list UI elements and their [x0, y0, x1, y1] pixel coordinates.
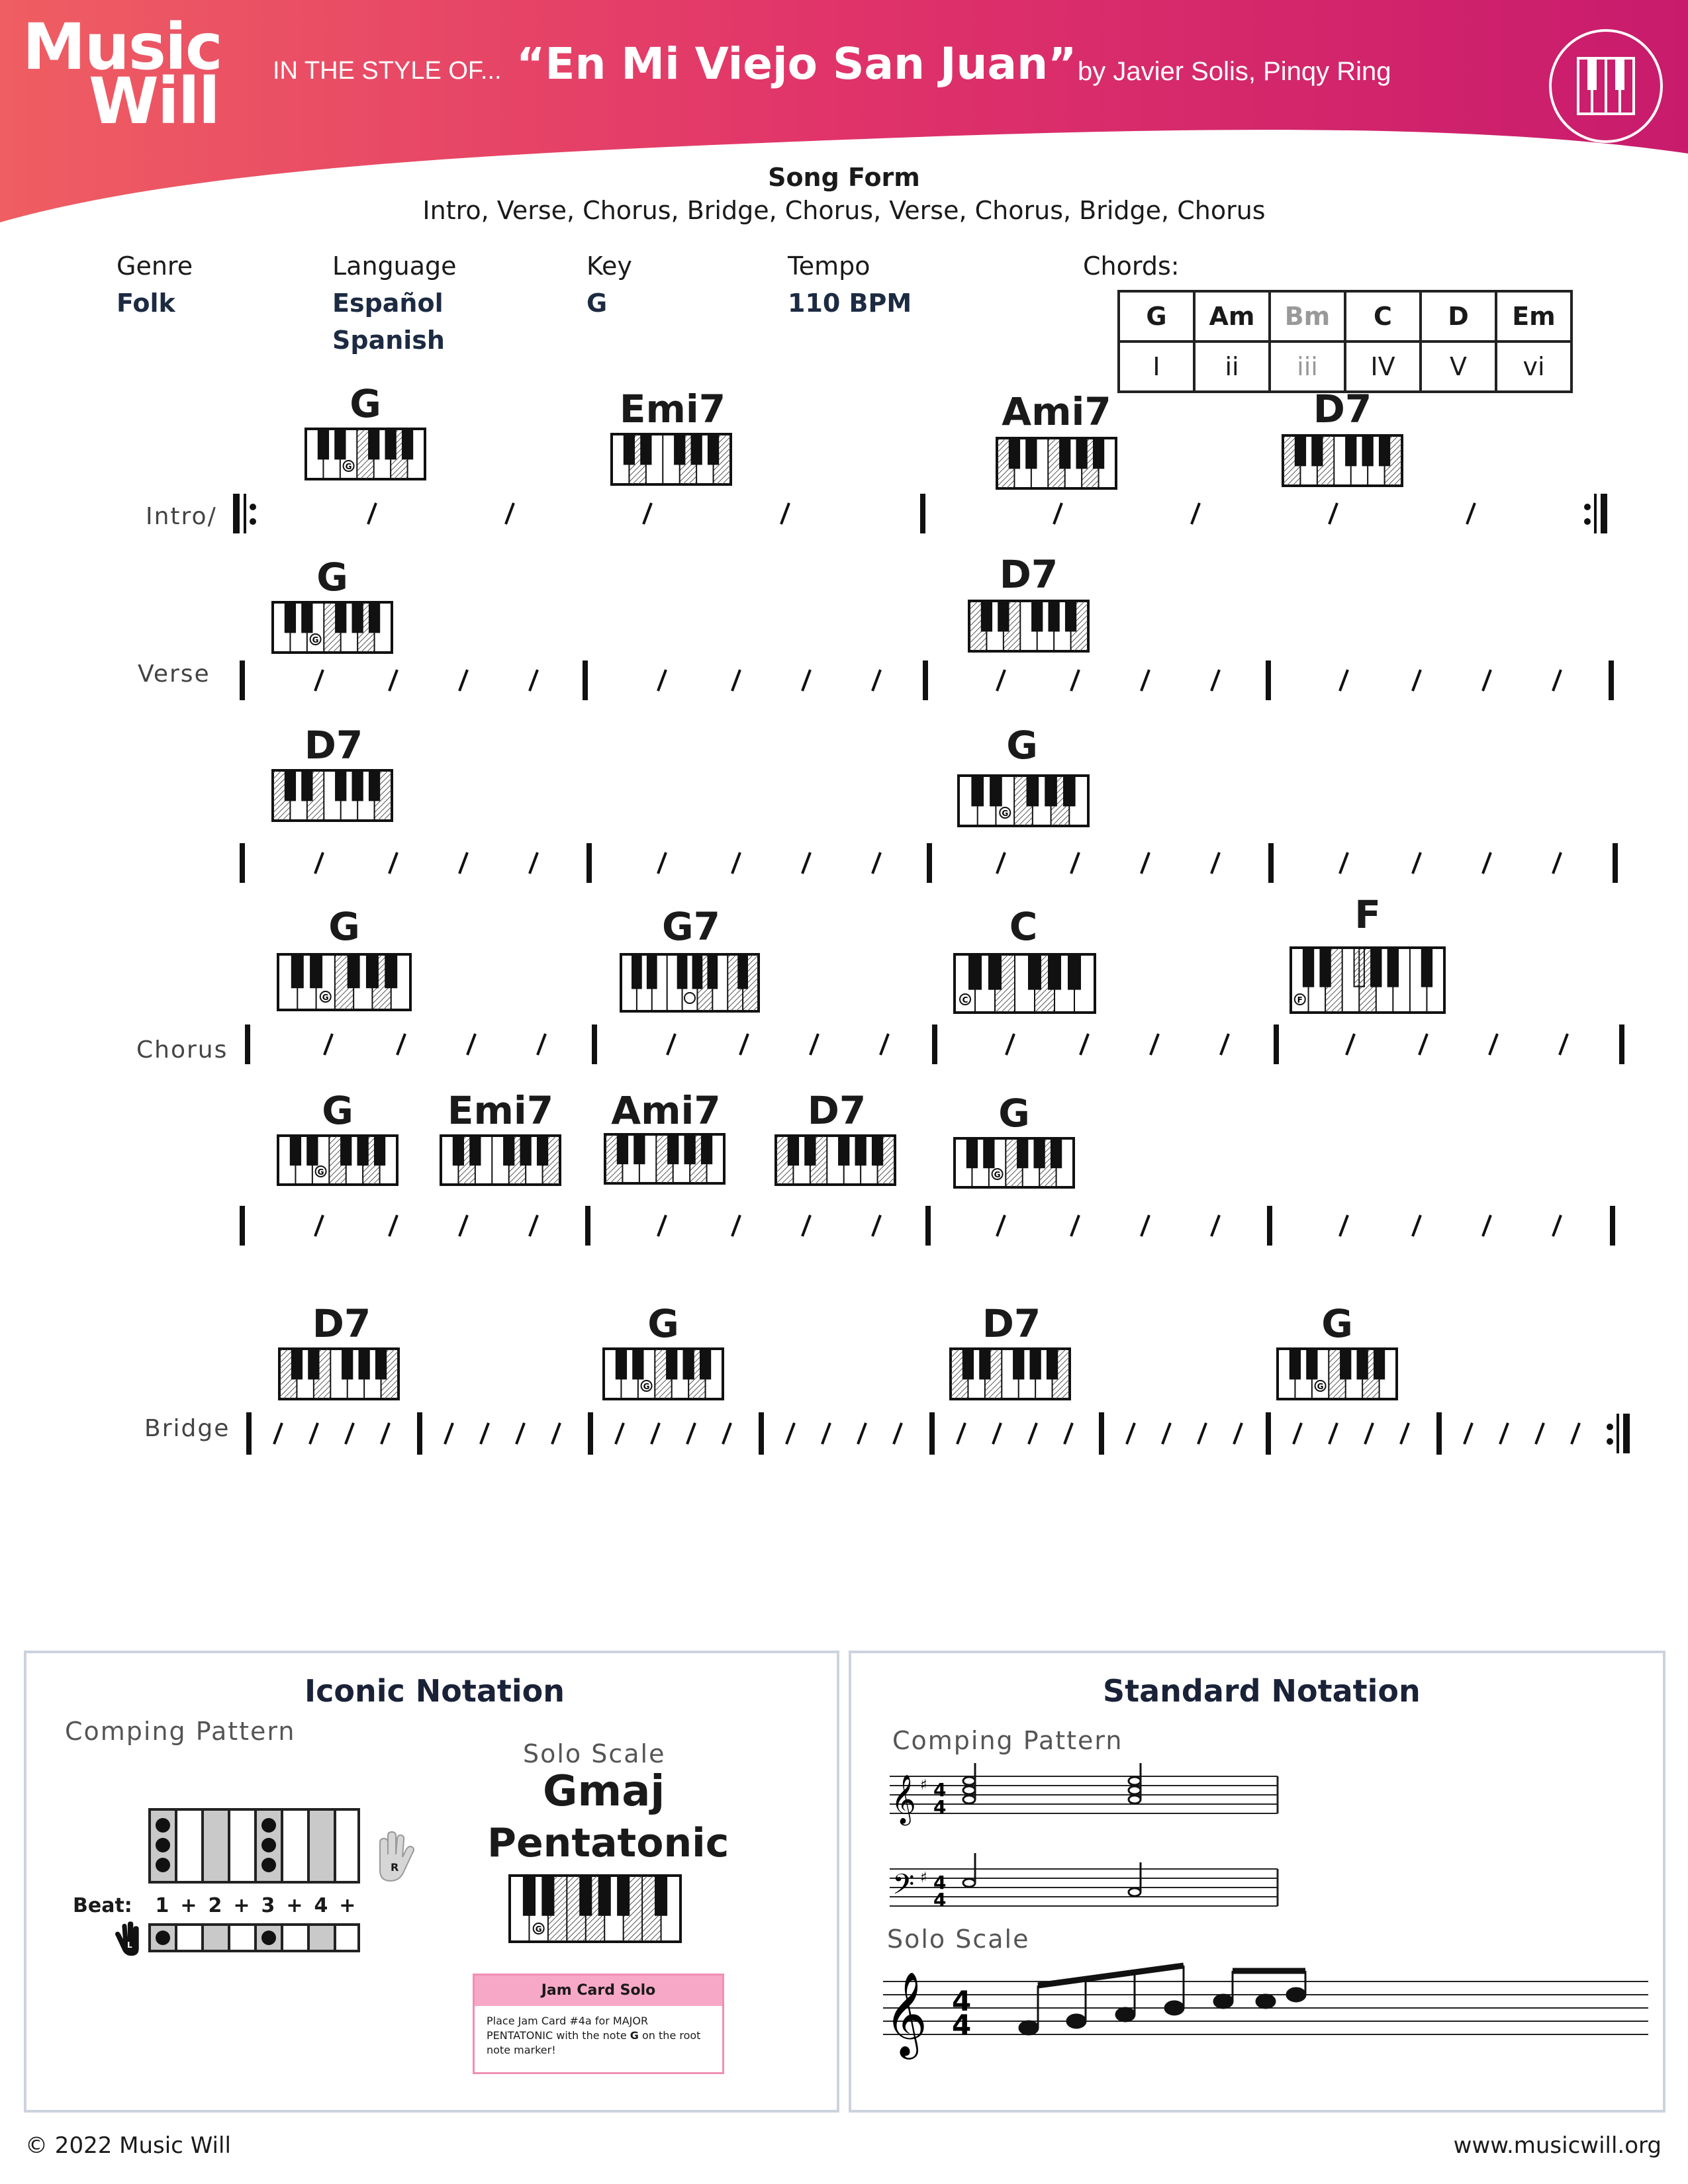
artist-credit: by Javier Solis, Pinqy Ring: [1078, 57, 1391, 86]
time-signature: 4: [952, 1985, 972, 2017]
chord-symbol: G: [316, 555, 348, 600]
barline: [240, 1206, 245, 1246]
beat-slash: [1500, 1423, 1508, 1444]
beat-slash: [1553, 852, 1561, 874]
beat-slash: [1340, 670, 1348, 691]
beat-slash: [368, 503, 376, 524]
beat-count: 4: [314, 1894, 328, 1917]
key-value: G: [586, 289, 608, 318]
chord-symbol: G: [998, 1091, 1030, 1136]
language-label: Language: [332, 251, 457, 281]
language-value: Español: [332, 289, 444, 318]
chord-symbol: G7: [662, 904, 720, 949]
beat-slash: [781, 503, 789, 524]
beat-slash: [1489, 1034, 1497, 1055]
beat-slash: [997, 1215, 1005, 1236]
music-will-logo: Music Will: [23, 10, 222, 138]
beat-slash: [1211, 852, 1219, 874]
beat-slash: [643, 503, 651, 524]
svg-text:G: G: [1317, 1382, 1324, 1391]
roman-numeral-cell: V: [1421, 341, 1496, 392]
beat-slash: [1571, 1423, 1579, 1444]
beat-slash: [530, 852, 538, 874]
beat-slash: [324, 1034, 332, 1055]
piano-keyboard-icon: [508, 1874, 682, 1943]
chords-label: Chords:: [1083, 251, 1180, 281]
chord-symbol: Ami7: [1002, 389, 1111, 434]
tempo-value: 110 BPM: [788, 289, 912, 318]
roman-numeral-cell: iii: [1270, 341, 1345, 392]
beat-slash: [1293, 1423, 1301, 1444]
chord-symbol: G: [322, 1088, 353, 1133]
beat-slash: [786, 1423, 794, 1444]
barline: [583, 660, 588, 700]
barline: [759, 1412, 764, 1455]
beat-slash: [1071, 670, 1079, 691]
song-title: “En Mi Viejo San Juan”: [516, 38, 1077, 89]
beat-slash: [997, 852, 1005, 874]
beat-slash: [1419, 1034, 1427, 1055]
beat-slash: [997, 670, 1005, 691]
barline: [1268, 843, 1274, 883]
beat-slash: [1365, 1423, 1373, 1444]
barline: [920, 494, 925, 533]
barline: [417, 1412, 422, 1455]
beat-slash: [880, 1034, 888, 1055]
jam-card-note: G: [630, 2029, 639, 2042]
barline: [245, 1024, 250, 1064]
barline: [1619, 1024, 1624, 1064]
left-hand-letter: L: [127, 1940, 132, 1950]
beat-slash: [1329, 1423, 1337, 1444]
treble-clef-icon: 𝄞: [891, 1775, 916, 1824]
beat-slash: [389, 1215, 397, 1236]
beat-slash: [1413, 852, 1421, 874]
jam-card: [473, 1974, 724, 2074]
beat-slash: [310, 1423, 318, 1444]
beat-slash: [1536, 1423, 1544, 1444]
chord-symbol: D7: [1313, 387, 1372, 432]
chord-name-cell: Em: [1496, 291, 1571, 341]
beat-slash: [1340, 1215, 1348, 1236]
svg-text:C: C: [962, 995, 968, 1005]
chord-symbol: D7: [999, 552, 1058, 597]
beat-slash: [315, 852, 323, 874]
song-form-text: Intro, Verse, Chorus, Bridge, Chorus, Verse, Chorus, Bridge, Chorus: [422, 196, 1266, 225]
chord-symbol: Emi7: [447, 1088, 554, 1133]
beat-slash: [1080, 1034, 1088, 1055]
barline: [1099, 1412, 1104, 1455]
language-value-english: Spanish: [332, 326, 445, 355]
chord-symbol: G: [328, 904, 360, 949]
svg-text:G: G: [535, 1925, 542, 1934]
beat-slash: [687, 1423, 695, 1444]
beat-slash: [1483, 852, 1491, 874]
beat-slash: [894, 1423, 902, 1444]
barline: [246, 1412, 252, 1455]
standard-notation-staves: [880, 1760, 1655, 2078]
beat-slash: [1029, 1423, 1037, 1444]
beat-slash: [872, 852, 880, 874]
barline: [927, 843, 932, 883]
beat-count: +: [286, 1894, 303, 1917]
beat-slash: [445, 1423, 453, 1444]
time-signature: 4: [933, 1889, 947, 1911]
beat-slash: [1464, 1423, 1472, 1444]
svg-text:F: F: [1297, 995, 1303, 1005]
beat-count: +: [180, 1894, 197, 1917]
beat-slash: [397, 1034, 405, 1055]
beat-slash: [1071, 852, 1079, 874]
style-prefix: IN THE STYLE OF...: [273, 57, 502, 85]
chord-symbol: Emi7: [619, 387, 726, 432]
beat-slash: [481, 1423, 489, 1444]
beat-slash: [1127, 1423, 1135, 1444]
beat-slash: [732, 852, 740, 874]
iconic-solo-label: Solo Scale: [523, 1739, 666, 1768]
iconic-comping-label: Comping Pattern: [65, 1717, 296, 1746]
roman-numeral-cell: ii: [1194, 341, 1270, 392]
chord-symbol: D7: [807, 1088, 867, 1133]
beat-slash: [1553, 1215, 1561, 1236]
beat-slash: [459, 1215, 467, 1236]
repeat-start: [233, 494, 240, 533]
beat-slash: [616, 1423, 624, 1444]
copyright: © 2022 Music Will: [25, 2132, 231, 2159]
standard-comping-label: Comping Pattern: [892, 1726, 1123, 1755]
barline: [588, 1412, 593, 1455]
beat-slash: [732, 670, 740, 691]
beat-slash: [1413, 1215, 1421, 1236]
chord-symbol: G: [647, 1301, 679, 1346]
beat-slash: [274, 1423, 282, 1444]
beat-slash: [315, 670, 323, 691]
song-form-title: Song Form: [768, 163, 920, 192]
barline: [1609, 660, 1614, 700]
beat-slash: [1198, 1423, 1206, 1444]
barline: [585, 1206, 590, 1246]
barline: [592, 1024, 597, 1064]
chord-name-cell: Am: [1194, 291, 1270, 341]
left-hand-icon: [113, 1921, 146, 1958]
roman-numeral-cell: IV: [1345, 341, 1421, 392]
chord-symbol: C: [1009, 904, 1038, 949]
beat-slash: [1467, 503, 1475, 524]
chord-symbol: G: [1321, 1301, 1353, 1346]
solo-scale-keyboard: [508, 1874, 682, 1946]
beat-label: Beat:: [73, 1894, 132, 1917]
roman-numeral-cell: I: [1119, 341, 1194, 392]
beat-slash: [381, 1423, 389, 1444]
tempo-label: Tempo: [788, 251, 870, 281]
beat-slash: [1150, 1034, 1158, 1055]
beat-slash: [530, 1215, 538, 1236]
key-label: Key: [586, 251, 632, 281]
solo-scale-notes: [1019, 1966, 1305, 2034]
barline: [240, 843, 245, 883]
beat-slash: [1141, 1215, 1149, 1236]
barline: [923, 660, 928, 700]
key-signature-sharp: ♯: [920, 1870, 927, 1886]
beat-slash: [993, 1423, 1001, 1444]
svg-text:G: G: [994, 1170, 1001, 1179]
beat-slash: [957, 1423, 965, 1444]
time-signature: 4: [952, 2009, 972, 2041]
beat-slash: [658, 852, 666, 874]
barline: [929, 1412, 935, 1455]
chord-name-cell: D: [1421, 291, 1496, 341]
section-label-verse: Verse: [138, 660, 211, 688]
right-hand-letter: R: [391, 1861, 399, 1874]
beat-slash: [1553, 670, 1561, 691]
barline: [1267, 1206, 1272, 1246]
barline: [586, 843, 592, 883]
beat-slash: [723, 1423, 731, 1444]
barline: [1613, 843, 1618, 883]
iconic-notation-title: Iconic Notation: [305, 1673, 565, 1709]
beat-slash: [1340, 852, 1348, 874]
svg-text:G: G: [312, 635, 319, 645]
barline: [925, 1206, 931, 1246]
chord-name-cell: G: [1119, 291, 1194, 341]
beat-slash: [315, 1215, 323, 1236]
repeat-end: [1607, 1424, 1613, 1430]
time-signature: 4: [933, 1796, 947, 1818]
beat-slash: [1401, 1423, 1409, 1444]
beat-slash: [506, 503, 514, 524]
barline: [1436, 1412, 1442, 1455]
beat-slash: [740, 1034, 748, 1055]
chord-symbol: D7: [304, 723, 363, 768]
barline: [240, 660, 245, 700]
repeat-end: [1584, 504, 1591, 510]
roman-numeral-cell: vi: [1496, 341, 1571, 392]
svg-text:G: G: [643, 1382, 650, 1391]
barline: [1274, 1024, 1279, 1064]
beat-slash: [1483, 1215, 1491, 1236]
chord-half-notes: [963, 1763, 1141, 1896]
beat-slash: [872, 670, 880, 691]
beat-slash: [389, 670, 397, 691]
beat-slash: [1192, 503, 1199, 524]
chord-symbol: G: [350, 381, 381, 426]
beat-slash: [858, 1423, 866, 1444]
beat-slash: [802, 1215, 810, 1236]
beat-slash: [1141, 852, 1149, 874]
beat-slash: [538, 1034, 545, 1055]
chord-symbol: F: [1354, 892, 1381, 937]
chord-name-cell: Bm: [1270, 291, 1345, 341]
beat-slash: [1346, 1034, 1354, 1055]
chord-name-cell: C: [1345, 291, 1421, 341]
beat-count: +: [339, 1894, 356, 1917]
solo-scale-name-2: Pentatonic: [487, 1820, 729, 1866]
beat-slash: [810, 1034, 818, 1055]
section-label-chorus: Chorus: [136, 1036, 228, 1064]
beat-slash: [822, 1423, 830, 1444]
chord-symbol: D7: [982, 1301, 1041, 1346]
beat-slash: [459, 852, 467, 874]
beat-slash: [658, 670, 666, 691]
beat-slash: [389, 852, 397, 874]
beat-slash: [1211, 1215, 1219, 1236]
barline: [932, 1024, 937, 1064]
genre-label: Genre: [117, 251, 193, 281]
chord-symbol: G: [1006, 723, 1038, 768]
section-label-intro: Intro/: [146, 503, 217, 530]
beat-slash: [1329, 503, 1337, 524]
chord-symbol: D7: [312, 1301, 371, 1346]
beat-count: 3: [261, 1894, 275, 1917]
time-signature: 4: [933, 1872, 947, 1893]
solo-scale-name-1: Gmaj: [543, 1767, 665, 1816]
beat-slash: [530, 670, 538, 691]
beat-slash: [1221, 1034, 1229, 1055]
beat-count: 1: [155, 1894, 169, 1917]
svg-text:G: G: [1002, 809, 1009, 818]
beat-slash: [1141, 670, 1149, 691]
beat-slash: [802, 852, 810, 874]
beat-count: 2: [208, 1894, 222, 1917]
beat-slash: [1006, 1034, 1014, 1055]
svg-text:G: G: [317, 1167, 324, 1177]
beat-slash: [651, 1423, 659, 1444]
chord-symbol: Ami7: [611, 1088, 721, 1133]
beat-slash: [346, 1423, 353, 1444]
beat-slash: [459, 670, 467, 691]
standard-solo-label: Solo Scale: [887, 1925, 1030, 1954]
barline: [1266, 660, 1271, 700]
jam-card-text: Place Jam Card #4a for MAJOR PENTATONIC with the note G on the root note marker!: [487, 2015, 701, 2056]
beat-slash: [658, 1215, 666, 1236]
beat-slash: [1071, 1215, 1079, 1236]
beat-slash: [1234, 1423, 1242, 1444]
section-label-bridge: Bridge: [144, 1415, 230, 1442]
right-hand-icon: [371, 1831, 417, 1884]
beat-slash: [872, 1215, 880, 1236]
bass-clef-icon: 𝄢: [892, 1868, 915, 1908]
beat-slash: [1162, 1423, 1170, 1444]
beat-slash: [1064, 1423, 1072, 1444]
beat-slash: [516, 1423, 524, 1444]
beat-slash: [1560, 1034, 1568, 1055]
beat-counts: [150, 1894, 361, 1917]
beat-slash: [1211, 670, 1219, 691]
beat-slash: [667, 1034, 675, 1055]
key-signature-sharp: ♯: [920, 1777, 927, 1794]
beat-slash: [552, 1423, 560, 1444]
genre-value: Folk: [117, 289, 175, 318]
beat-slash: [1413, 670, 1421, 691]
beat-slash: [467, 1034, 475, 1055]
footer-url[interactable]: www.musicwill.org: [1453, 2132, 1662, 2159]
beat-slash: [732, 1215, 740, 1236]
jam-card-title: Jam Card Solo: [475, 1976, 722, 2006]
svg-text:G: G: [345, 462, 352, 471]
time-signature: 4: [933, 1779, 947, 1801]
standard-notation-title: Standard Notation: [1103, 1673, 1421, 1709]
svg-text:G: G: [322, 993, 329, 1002]
treble-clef-icon: 𝄞: [884, 1971, 928, 2056]
beat-slash: [1054, 503, 1062, 524]
beat-count: +: [233, 1894, 250, 1917]
beat-slash: [802, 670, 810, 691]
beat-slash: [1483, 670, 1491, 691]
barline: [1266, 1412, 1271, 1455]
barline: [1610, 1206, 1615, 1246]
